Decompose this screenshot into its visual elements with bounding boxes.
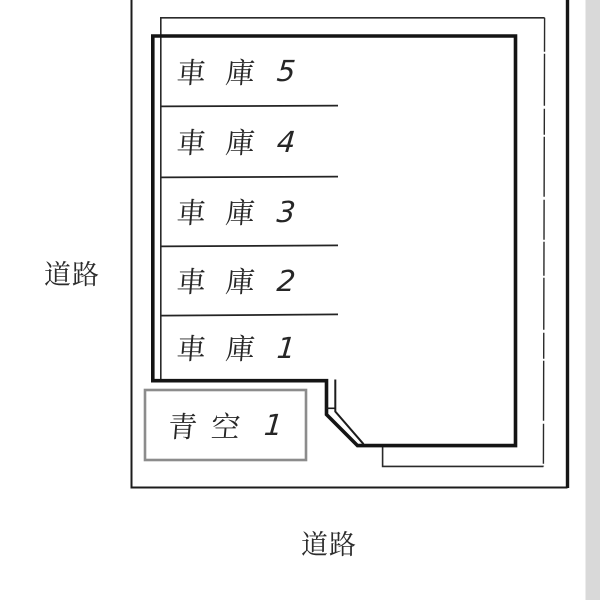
garage-stall-label: 車庫 <box>175 55 277 90</box>
garage-stall-number: 2 <box>275 263 297 298</box>
road-label-left: 道路 <box>44 260 100 291</box>
open-air-stall-number: 1 <box>262 408 285 442</box>
garage-stall-row-4 <box>163 106 337 177</box>
garage-stall-row-3 <box>163 177 337 246</box>
open-air-stall-label: 青空 <box>166 409 256 444</box>
road-label-bottom: 道路 <box>301 530 357 561</box>
open-air-stall-label-group <box>142 390 309 460</box>
corner-notch-inner-line <box>335 380 363 445</box>
garage-stall-label: 車庫 <box>175 332 277 366</box>
garage-stall-number: 5 <box>275 54 297 88</box>
parcel-boundary-bottom-right <box>383 447 544 466</box>
garage-stall-number: 4 <box>275 124 297 159</box>
garage-stall-label: 車庫 <box>175 265 277 299</box>
garage-stall-number: 1 <box>275 330 297 365</box>
parcel-boundary-right <box>543 18 544 467</box>
garage-stall-number: 3 <box>275 194 297 229</box>
garage-stall-label: 車庫 <box>175 196 277 230</box>
garage-stall-row-5 <box>163 36 337 106</box>
garage-stall-row-1 <box>163 315 337 380</box>
garage-stall-row-2 <box>163 246 337 315</box>
scanner-margin <box>586 0 600 600</box>
garage-stall-label: 車庫 <box>175 126 277 160</box>
